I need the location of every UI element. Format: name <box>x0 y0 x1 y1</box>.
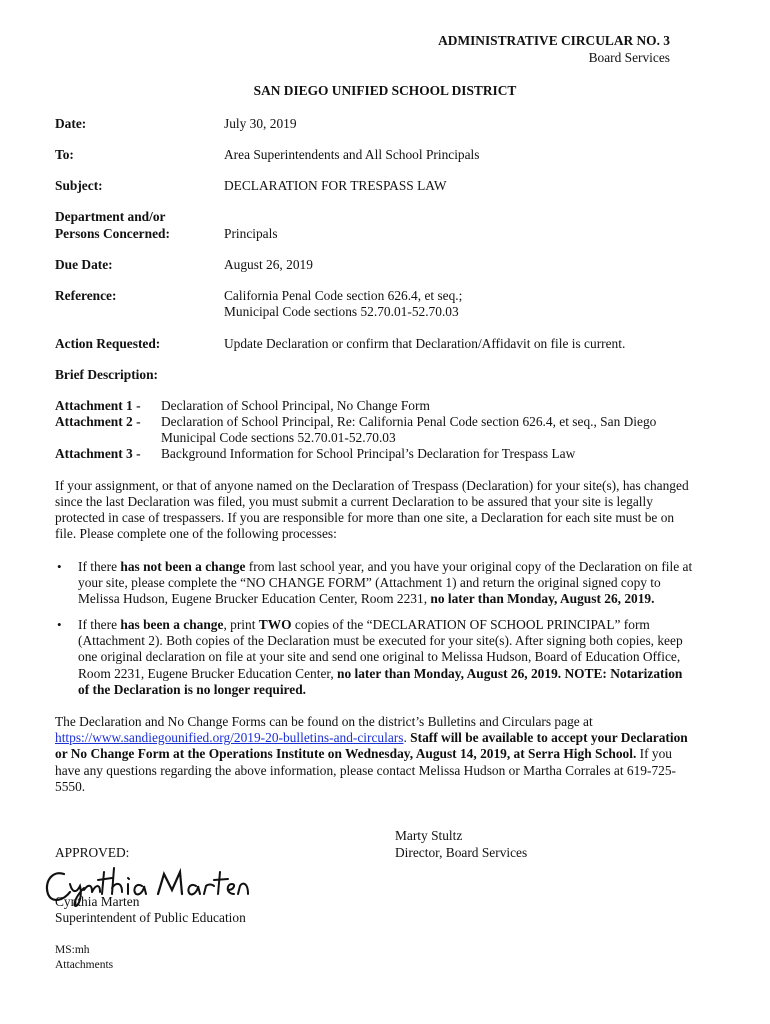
due-date-value: August 26, 2019 <box>224 257 313 272</box>
bullet-1-line2: your site, please complete the “NO CHANGE FORM” (Attachment 1) and return the original signed copy to <box>78 575 661 590</box>
bullet-icon: • <box>57 559 62 574</box>
department-label-line1: Department and/or <box>55 209 166 224</box>
closing-line-link: https://www.sandiegounified.org/2019-20-bulletins-and-circulars. Staff will be available to accept your Declaration <box>55 730 688 745</box>
circular-number: ADMINISTRATIVE CIRCULAR NO. 3 <box>438 33 670 48</box>
bullet-1-line3: Melissa Hudson, Eugene Brucker Education Center, Room 2231, no later than Monday, August 26, 2019. <box>78 591 655 606</box>
intro-line: protected in case of trespassers. If you are responsible for more than one site, a Declaration for each site must be on <box>55 510 675 525</box>
attachment-label: Attachment 1 - <box>55 398 141 413</box>
closing-line: 5550. <box>55 779 86 794</box>
to-label: To: <box>55 147 74 162</box>
attachment-label: Attachment 3 - <box>55 446 141 461</box>
closing-line: The Declaration and No Change Forms can be found on the district’s Bulletins and Circulars page at <box>55 714 593 729</box>
approved-label: APPROVED: <box>55 845 130 860</box>
enclosures: Attachments <box>55 959 114 971</box>
bullet-2-line5: of the Declaration is no longer required. <box>78 682 306 697</box>
subject-label: Subject: <box>55 178 103 193</box>
to-value: Area Superintendents and All School Principals <box>224 147 480 162</box>
attachment-text: Background Information for School Principal’s Declaration for Trespass Law <box>161 446 576 461</box>
initials: MS:mh <box>55 944 90 956</box>
date-value: July 30, 2019 <box>224 116 297 131</box>
intro-line: since the last Declaration was filed, you must submit a current Declaration to be assured that your site is legally <box>55 494 653 509</box>
bullet-2-line3: one original declaration on file at your site and send one original to Melissa Hudson, Board of Education Office, <box>78 649 681 664</box>
director-title: Director, Board Services <box>395 845 528 860</box>
action-value: Update Declaration or confirm that Declaration/Affidavit on file is current. <box>224 336 626 351</box>
bullet-2-line2: (Attachment 2). Both copies of the Declaration must be executed for your site(s). After signing both copies, keep <box>78 633 683 648</box>
superintendent-name: Cynthia Marten <box>55 894 140 909</box>
attachment-text: Declaration of School Principal, No Change Form <box>161 398 430 413</box>
date-label: Date: <box>55 116 87 131</box>
bullet-icon: • <box>57 617 62 632</box>
closing-line: have any questions regarding the above information, please contact Melissa Hudson or Martha Corrales at 619-725- <box>55 763 676 778</box>
attachment-text-cont: Municipal Code sections 52.70.01-52.70.03 <box>161 430 396 445</box>
department-value: Principals <box>224 226 278 241</box>
bullet-2-line4: Room 2231, Eugene Brucker Education Center, no later than Monday, August 26, 2019. NOTE: Notarization <box>78 666 683 681</box>
superintendent-title: Superintendent of Public Education <box>55 910 246 925</box>
brief-description-label: Brief Description: <box>55 367 159 382</box>
bullet-1-line1: If there has not been a change from last school year, and you have your original copy of the Declaration on file at <box>78 559 693 574</box>
attachment-label: Attachment 2 - <box>55 414 141 429</box>
attachment-text: Declaration of School Principal, Re: California Penal Code section 626.4, et seq., San Diego <box>161 414 657 429</box>
due-date-label: Due Date: <box>55 257 113 272</box>
bulletins-link[interactable]: https://www.sandiegounified.org/2019-20-bulletins-and-circulars <box>55 730 404 745</box>
intro-line: If your assignment, or that of anyone named on the Declaration of Trespass (Declaration) for your site(s), has changed <box>55 478 689 493</box>
intro-line: file. Please complete one of the following processes: <box>55 526 337 541</box>
director-name: Marty Stultz <box>395 828 463 843</box>
reference-value-line2: Municipal Code sections 52.70.01-52.70.03 <box>224 304 459 319</box>
reference-value-line1: California Penal Code section 626.4, et seq.; <box>224 288 463 303</box>
department-label-line2: Persons Concerned: <box>55 226 170 241</box>
department-name: Board Services <box>588 50 670 65</box>
bullet-2-line1: If there has been a change, print TWO copies of the “DECLARATION OF SCHOOL PRINCIPAL” form <box>78 617 650 632</box>
action-label: Action Requested: <box>55 336 161 351</box>
reference-label: Reference: <box>55 288 117 303</box>
district-title: SAN DIEGO UNIFIED SCHOOL DISTRICT <box>253 83 517 98</box>
subject-value: DECLARATION FOR TRESPASS LAW <box>224 178 447 193</box>
closing-line: or No Change Form at the Operations Institute on Wednesday, August 14, 2019, at Serra High School. If you <box>55 746 672 761</box>
